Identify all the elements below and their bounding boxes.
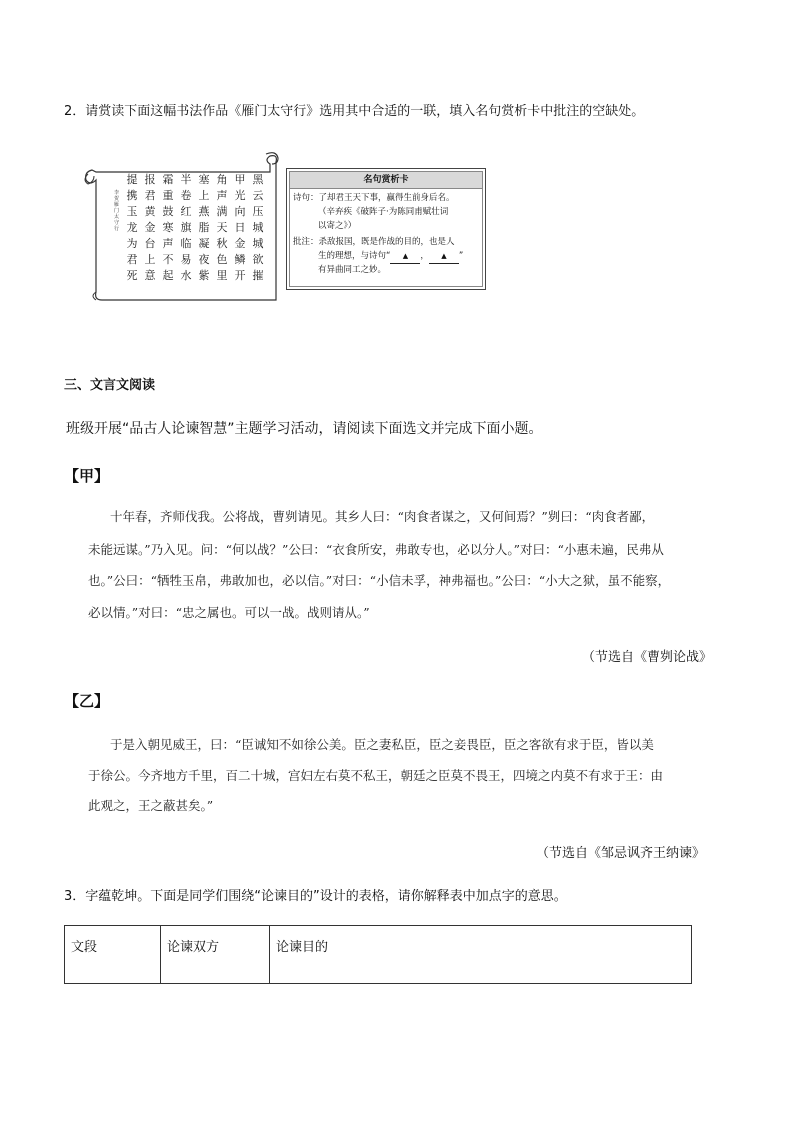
question-2-text: 2．请赏读下面这幅书法作品《雁门太守行》选用其中合适的一联，填入名句赏析卡中批注的空缺处。 [64, 104, 645, 119]
card-title: 名句赏析卡 [290, 172, 482, 189]
quote-analysis-card [286, 168, 486, 290]
triangle-icon: ▲ [402, 252, 409, 260]
card-note-label: 批注： [293, 237, 319, 247]
calligraphy-inscription: 李贺雁门太守行 [114, 190, 120, 232]
passage-yi-label: 【乙】 [64, 692, 110, 710]
passage-jia-source: （节选自《曹刿论战》 [582, 650, 713, 665]
section-3-intro: 班级开展“品古人论谏智慧”主题学习活动，请阅读下面选文并完成下面小题。 [66, 421, 543, 437]
card-note-2b: ， [420, 251, 429, 261]
calligraphy-column: 霜重鼓寒声不起 [162, 173, 174, 282]
card-poem-label: 诗句： [293, 193, 319, 203]
card-blank-2[interactable] [429, 249, 459, 264]
passage-jia-line: 未能远谋。”乃入见。问：“何以战？”公曰：“衣食所安，弗敢专也，必以分人。”对曰：“小惠未遍，民弗从 [88, 542, 664, 557]
table-header-cell: 文段 [65, 926, 161, 984]
card-poem: 了却君王天下事，赢得生前身后名。 [318, 193, 455, 203]
card-note-line-3: 有异曲同工之妙。 [318, 265, 387, 275]
card-poem-source-1: （辛弃疾《破阵子·为陈同甫赋壮词 [318, 207, 449, 217]
calligraphy-column: 提携玉龙为君死 [126, 173, 138, 282]
passage-jia-line: 也。”公曰：“牺牲玉帛，弗敢加也，必以信。”对曰：“小信未孚，神弗福也。”公曰：“小大之狱，虽不能察， [88, 573, 671, 588]
analysis-table [64, 925, 692, 984]
question-3-text: 3．字蕴乾坤。下面是同学们围绕“论谏目的”设计的表格，请你解释表中加点字的意思。 [64, 889, 567, 904]
table-header-cell: 论谏目的 [270, 926, 692, 984]
card-note-line-2 [318, 249, 463, 264]
triangle-icon: ▲ [441, 252, 447, 260]
calligraphy-figure [80, 150, 492, 305]
calligraphy-column: 塞上燕脂凝夜紫 [198, 173, 210, 282]
passage-jia-line: 十年春，齐师伐我。公将战，曹刿请见。其乡人曰：“肉食者谋之，又何间焉？”刿曰：“肉食者鄙， [110, 509, 655, 524]
calligraphy-column: 黑云压城城欲摧 [252, 173, 264, 282]
card-note-2c: ” [458, 251, 464, 261]
calligraphy-column: 报君黄金台上意 [144, 173, 156, 282]
card-blank-1[interactable] [390, 249, 420, 264]
passage-yi-source: （节选自《邹忌讽齐王纳谏》 [536, 846, 706, 861]
card-poem-line [293, 191, 455, 205]
passage-yi-line: 于徐公。今齐地方千里，百二十城，宫妇左右莫不私王，朝廷之臣莫不畏王，四境之内莫不有求于王：由 [88, 768, 664, 783]
card-note-line-1 [293, 235, 455, 249]
passage-yi-line: 于是入朝见威王，曰：“臣诚知不如徐公美。臣之妻私臣，臣之妾畏臣，臣之客欲有求于臣，皆以美 [110, 737, 654, 752]
card-poem-source-2: 以寄之》） [318, 221, 357, 231]
table-header-cell: 论谏双方 [161, 926, 270, 984]
passage-jia-line: 必以情。”对曰：“忠之属也。可以一战。战则请从。” [88, 605, 370, 620]
calligraphy-column: 甲光向日金鳞开 [234, 173, 246, 282]
table-row [65, 926, 692, 984]
calligraphy-scroll [80, 150, 280, 305]
calligraphy-column: 半卷红旗临易水 [180, 173, 192, 282]
card-note-2a: 生的理想，与诗句“ [318, 251, 391, 261]
calligraphy-column: 角声满天秋色里 [216, 173, 228, 282]
passage-yi-line: 此观之，王之蔽甚矣。” [88, 798, 214, 813]
passage-jia-label: 【甲】 [64, 467, 110, 485]
section-3-heading: 三、文言文阅读 [64, 378, 156, 393]
card-note-1: 杀敌报国，既是作战的目的，也是人 [318, 237, 455, 247]
